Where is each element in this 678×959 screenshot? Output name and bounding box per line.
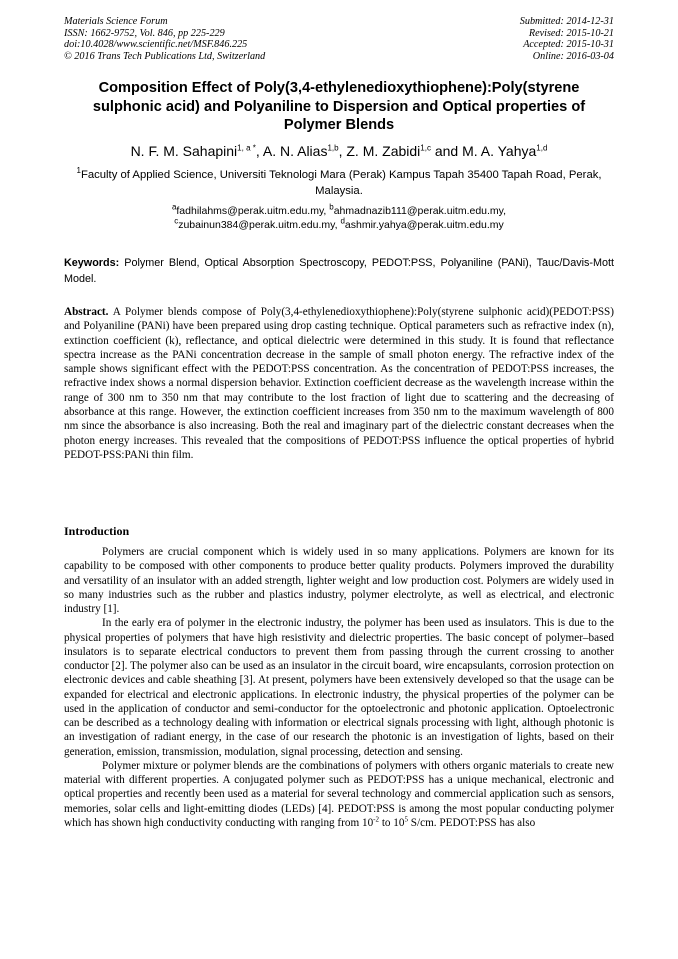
email-link[interactable]: zubainun384@perak.uitm.edu.my: [178, 219, 335, 231]
author-list: N. F. M. Sahapini$^{1, a *}$, A. N. Alias$^{1,b}$, Z. M. Zabidi$^{1,c}$ and M. A. Yahya$^{1,d}$: [130, 143, 548, 159]
publication-dates: [520, 16, 614, 62]
author-name: A. N. Alias: [262, 143, 328, 159]
date-accepted: Accepted: 2015-10-31: [523, 39, 614, 50]
date-revised: Revised: 2015-10-21: [528, 27, 614, 39]
introduction-body: [64, 545, 614, 830]
abstract-label: Abstract.: [64, 306, 109, 318]
keywords: [64, 256, 614, 287]
author-emails: $^a$fadhilahms@perak.uitm.edu.my, $^b$ahmadnazib111@perak.uitm.edu.my, $^c$zubainun384@perak.uitm.edu.my, $^d$ashmir.yahya@perak.uitm.edu.my: [171, 202, 507, 231]
author-name: Z. M. Zabidi: [346, 143, 421, 159]
journal-issn: ISSN: 1662-9752, Vol. 846, pp 225-229: [64, 27, 225, 39]
author-name: M. A. Yahya: [462, 143, 537, 159]
journal-name: Materials Science Forum: [64, 16, 168, 27]
author-affil-mark: 1,d: [536, 143, 548, 153]
date-online: Online: 2016-03-04: [532, 50, 614, 62]
keywords-text: Polymer Blend, Optical Absorption Spectroscopy, PEDOT:PSS, Polyaniline (PANi), Tauc/Davis-Mott Model.: [64, 257, 614, 285]
journal-copyright: © 2016 Trans Tech Publications Ltd, Switzerland: [64, 50, 266, 62]
email-link[interactable]: ashmir.yahya@perak.uitm.edu.my: [344, 219, 504, 231]
intro-paragraph-2: In the early era of polymer in the electronic industry, the polymer has been used as insulators. This is due to the physical properties of polymers that have high resistivity and dielectric properties. The basic concept of polymer–based insulators is to separate electrical conductors to prevent them from passing through the current crossing to another conductor [2]. The polymer also can be used as an insulator in the circuit board, wire encapsulants, corrosion protection on electronic devices and cable sheathing [3]. At present, polymers have been extensively developed so that the usage can be expanded for electrical and electronic applications. In electronic industry, the physical properties of the polymer can be used in the application of conductor and semi-conductor for the optoelectronic and photonic application. Optoelectronic can be described as a technology dealing with information or electrical signals processing with light, although photonic is an investigation of radiant energy, in the case of our research the photonic is an investigation of lights, based on their generation, emission, transmission, modulation, signal processing, detection and sensing.: [64, 617, 614, 758]
abstract-text: A Polymer blends compose of Poly(3,4-ethylenedioxythiophene):Poly(styrene sulphonic acid)(PEDOT:PSS) and Polyaniline (PANi) have been prepared using drop casting technique. Optical parameters such as refractive index (n), extinction coefficient (k), reflectance, and optical dielectric were determined in this study. It is found that reflectance spectra increase as the PANi concentration decrease in the sample of small photon energy. The refractive index of the sample shows significant effect with the PEDOT:PSS concentration. As the concentration of PEDOT:PSS increases, the refractive index shows a normal dispersion behavior. Extinction coefficient decrease as the wavelength increase within the range of 300 nm to 350 nm that may contribute to the lost fraction of light due to scattering and the decreasing of absorbance at this range. However, the extinction coefficient increases from 350 nm to the maximum wavelength of 800 nm since the absorbance is also increasing. Both the real and imaginary part of the dielectric constant decreases when the photon energy increases. This revealed that the compositions of PEDOT:PSS influence the optical properties of hybrid PEDOT-PSS:PANi thin film.: [64, 306, 614, 461]
section-heading-introduction: Introduction: [64, 524, 130, 538]
date-submitted: Submitted: 2014-12-31: [519, 16, 614, 27]
author-affil-mark: 1, a *: [237, 143, 256, 153]
keywords-label: Keywords:: [64, 257, 120, 269]
author-name: N. F. M. Sahapini: [130, 143, 238, 159]
journal-info: [64, 16, 265, 62]
intro-paragraph-3: Polymer mixture or polymer blends are the combinations of polymers with others organic materials to create new material with different properties. A conjugated polymer such as PEDOT:PSS has a unique mechanical, electronic and optical properties and recently been used as a material for several technology and commercial application such as sensors, memories, solar cells and light-emitting diodes (LEDs) [4]. PEDOT:PSS is among the most popular conducting polymer which has shown high conductivity conducting with ranging from $10^{-2}$ to $10^5$ S/cm. PEDOT:PSS has also: [64, 759, 614, 829]
affiliation: $^1$Faculty of Applied Science, Universiti Teknologi Mara (Perak) Kampus Tapah 35400 Tapah Road, Perak, Malaysia.: [76, 166, 602, 197]
abstract: [64, 305, 614, 462]
email-link[interactable]: fadhilahms@perak.uitm.edu.my: [176, 205, 324, 217]
paper-title: Composition Effect of Poly(3,4-ethylenedioxythiophene):Poly(styrene sulphonic acid) and Polyaniline to Dispersion and Optical properties of Polymer Blends: [92, 80, 586, 134]
author-affil-mark: 1,b: [327, 143, 339, 153]
author-affil-mark: 1,c: [420, 143, 431, 153]
affiliation-text: Faculty of Applied Science, Universiti Teknologi Mara (Perak) Kampus Tapah 35400 Tapah Road, Perak, Malaysia.: [80, 169, 602, 197]
intro-paragraph-1: Polymers are crucial component which is widely used in so many applications. Polymers are known for its capability to be composed with other components to produce better quality products. Polymers improved the durability and versatility of an insulator with an added strength, lighter weight and low production cost. Polymers are widely used in so many industries such as the rubber and plastics industry, polymer electrolyte, as well as electrical, and electronic industry [1].: [64, 546, 614, 615]
journal-doi: doi:10.4028/www.scientific.net/MSF.846.225: [64, 39, 248, 50]
email-link[interactable]: ahmadnazib111@perak.uitm.edu.my: [333, 205, 504, 217]
